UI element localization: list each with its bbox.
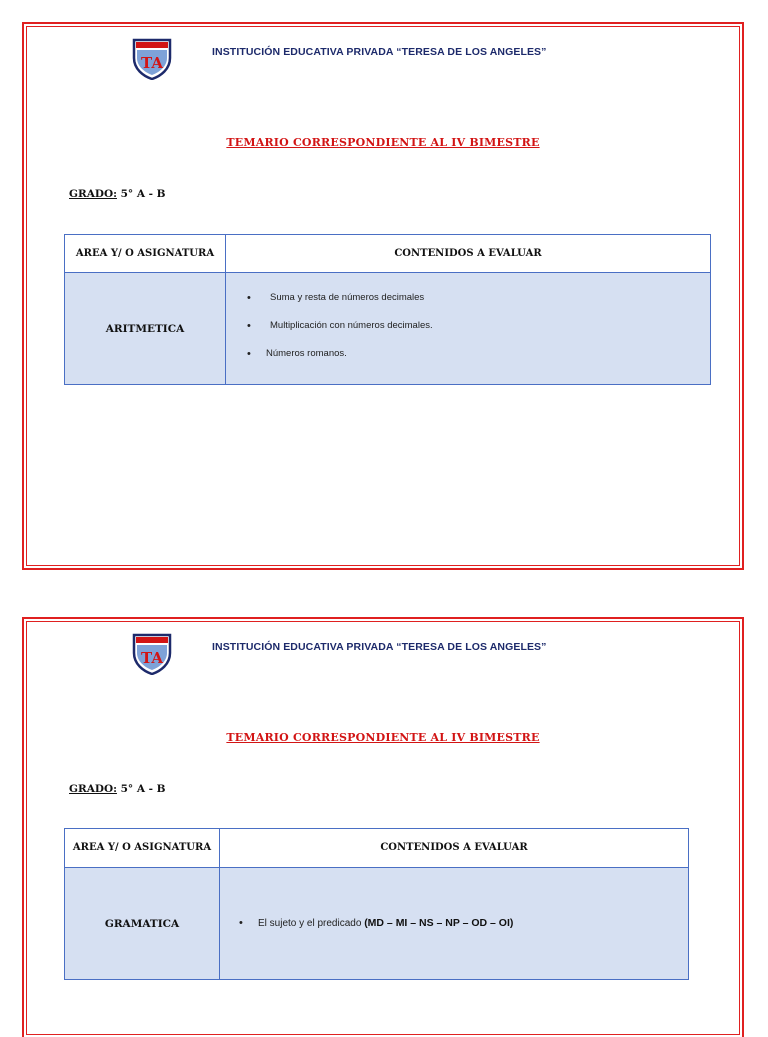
institution-name: INSTITUCIÓN EDUCATIVA PRIVADA “TERESA DE LOS ANGELES” xyxy=(212,641,547,653)
school-crest-logo-icon xyxy=(130,631,174,675)
list-item-formula: (MD – MI – NS – NP – OD – OI) xyxy=(364,917,514,929)
syllabus-table xyxy=(64,234,711,385)
document-heading: TEMARIO CORRESPONDIENTE AL IV BIMESTRE xyxy=(226,731,540,744)
institution-name: INSTITUCIÓN EDUCATIVA PRIVADA “TERESA DE LOS ANGELES” xyxy=(212,46,547,58)
document-heading: TEMARIO CORRESPONDIENTE AL IV BIMESTRE xyxy=(226,136,540,149)
school-crest-logo-icon xyxy=(130,36,174,80)
contents-list xyxy=(226,291,710,361)
grade-value: 5° A - B xyxy=(120,783,166,795)
grade-line xyxy=(69,188,166,200)
list-item-text: El sujeto y el predicado xyxy=(258,918,362,929)
list-item: • Multiplicación con números decimales. xyxy=(266,319,710,333)
list-item xyxy=(258,916,688,931)
contents-cell xyxy=(220,868,689,980)
grade-value: 5° A - B xyxy=(120,188,166,200)
syllabus-table xyxy=(64,828,689,980)
contents-column-header: CONTENIDOS A EVALUAR xyxy=(226,235,711,273)
grade-line xyxy=(69,783,166,795)
list-item: • Suma y resta de números decimales xyxy=(266,291,710,305)
list-item: • Números romanos. xyxy=(266,347,710,361)
contents-column-header: CONTENIDOS A EVALUAR xyxy=(220,829,689,868)
svg-text:TA: TA xyxy=(141,649,163,667)
contents-list xyxy=(220,916,688,931)
area-column-header: AREA Y/ O ASIGNATURA xyxy=(65,235,226,273)
area-column-header: AREA Y/ O ASIGNATURA xyxy=(65,829,220,868)
document-page-2 xyxy=(22,617,744,1037)
contents-cell xyxy=(226,273,711,385)
grade-label: GRADO: xyxy=(69,783,117,795)
subject-cell: ARITMETICA xyxy=(65,273,226,385)
svg-text:TA: TA xyxy=(141,54,163,72)
document-page-1 xyxy=(22,22,744,570)
subject-cell: GRAMATICA xyxy=(65,868,220,980)
grade-label: GRADO: xyxy=(69,188,117,200)
